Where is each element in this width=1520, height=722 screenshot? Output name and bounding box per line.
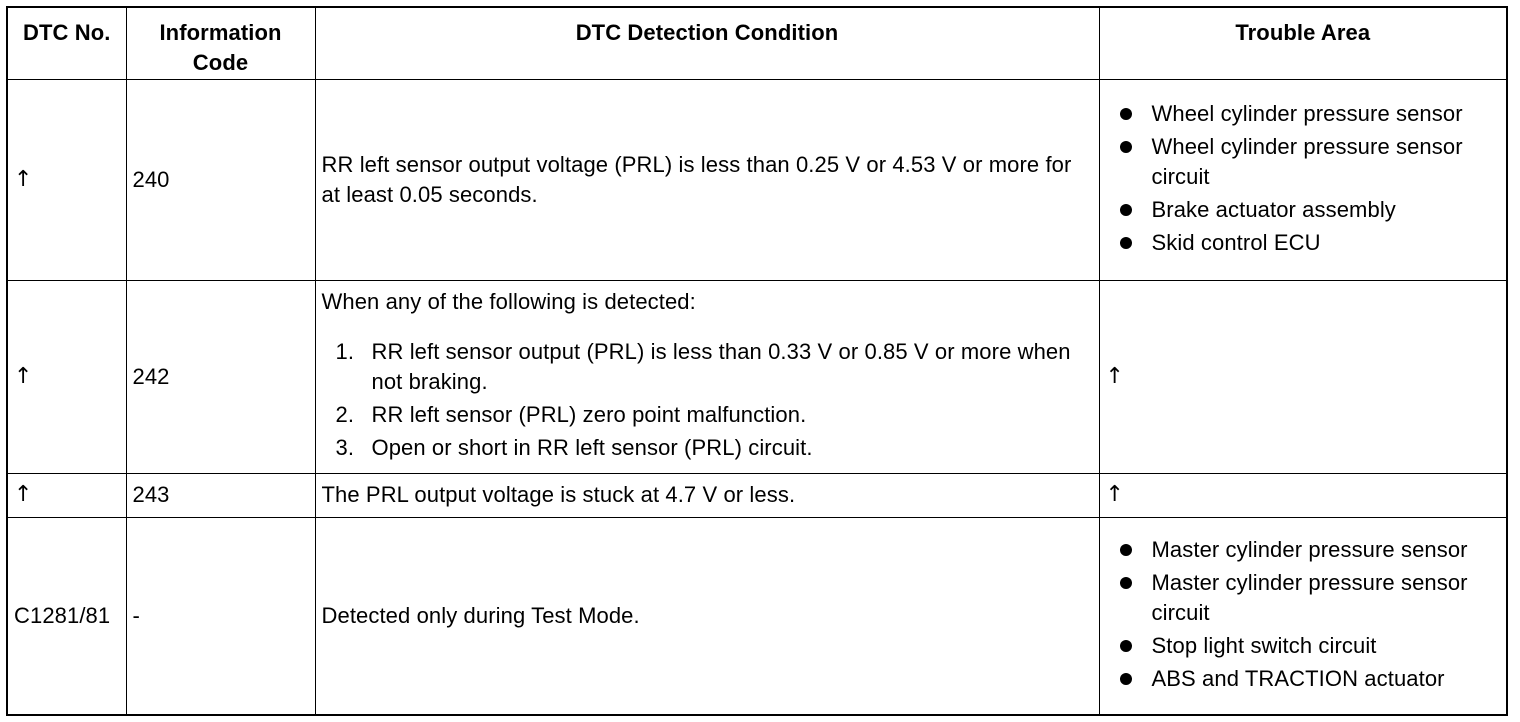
header-dtc-no: DTC No. xyxy=(7,7,126,79)
detection-condition: Detected only during Test Mode. xyxy=(315,517,1099,715)
table-row xyxy=(7,79,1507,280)
list-item xyxy=(1120,664,1501,694)
bullet-icon xyxy=(1120,544,1132,556)
condition-steps xyxy=(322,337,1093,463)
information-code: 240 xyxy=(126,79,315,280)
dtc-number: ↑ xyxy=(7,473,126,517)
list-item xyxy=(1120,228,1501,258)
step-number: 2. xyxy=(335,402,355,427)
list-item xyxy=(1120,631,1501,661)
information-code: - xyxy=(126,517,315,715)
step-text: RR left sensor output (PRL) is less than 0.33 V or 0.85 V or more when not braking. xyxy=(371,339,1071,394)
step-text: Open or short in RR left sensor (PRL) circuit. xyxy=(371,435,813,460)
header-detection-condition: DTC Detection Condition xyxy=(315,7,1099,79)
detection-condition xyxy=(315,280,1099,473)
list-item xyxy=(1120,535,1501,565)
list-item-text: Skid control ECU xyxy=(1151,230,1321,255)
step-number: 3. xyxy=(335,435,355,460)
trouble-area xyxy=(1099,517,1507,715)
list-item xyxy=(1120,568,1501,628)
trouble-list xyxy=(1106,99,1501,258)
list-item xyxy=(336,400,1093,430)
list-item xyxy=(1120,132,1501,192)
step-number: 1. xyxy=(335,339,355,364)
dtc-number: ↑ xyxy=(7,79,126,280)
step-text: RR left sensor (PRL) zero point malfunction. xyxy=(371,402,807,427)
bullet-icon xyxy=(1120,108,1132,120)
bullet-icon xyxy=(1120,237,1132,249)
list-item-text: Stop light switch circuit xyxy=(1151,633,1377,659)
dtc-table xyxy=(6,6,1508,716)
bullet-icon xyxy=(1120,141,1132,153)
table-row xyxy=(7,517,1507,715)
table-row xyxy=(7,280,1507,473)
list-item-text: ABS and TRACTION actuator xyxy=(1151,666,1445,692)
trouble-area xyxy=(1099,79,1507,280)
detection-condition: RR left sensor output voltage (PRL) is less than 0.25 V or 4.53 V or more for at least 0.05 seconds. xyxy=(315,79,1099,280)
trouble-area: ↑ xyxy=(1099,473,1507,517)
condition-intro: When any of the following is detected: xyxy=(321,289,696,314)
list-item-text: Wheel cylinder pressure sensor xyxy=(1151,101,1463,126)
bullet-icon xyxy=(1120,577,1132,589)
trouble-list xyxy=(1106,535,1501,694)
bullet-icon xyxy=(1120,673,1132,685)
list-item-text: Wheel cylinder pressure sensor circuit xyxy=(1151,134,1463,189)
information-code: 242 xyxy=(126,280,315,473)
trouble-area: ↑ xyxy=(1099,280,1507,473)
list-item-text: Master cylinder pressure sensor circuit xyxy=(1151,570,1468,626)
list-item xyxy=(1120,195,1501,225)
bullet-icon xyxy=(1120,640,1132,652)
dtc-number: ↑ xyxy=(7,280,126,473)
header-row xyxy=(7,7,1507,79)
list-item-text: Brake actuator assembly xyxy=(1151,197,1396,222)
bullet-icon xyxy=(1120,204,1132,216)
list-item-text: Master cylinder pressure sensor xyxy=(1151,537,1468,563)
table-row xyxy=(7,473,1507,517)
information-code: 243 xyxy=(126,473,315,517)
header-trouble-area: Trouble Area xyxy=(1099,7,1507,79)
dtc-number: C1281/81 xyxy=(7,517,126,715)
list-item xyxy=(336,337,1093,397)
list-item xyxy=(1120,99,1501,129)
list-item xyxy=(336,433,1093,463)
header-information-code: Information Code xyxy=(126,7,315,79)
detection-condition: The PRL output voltage is stuck at 4.7 V or less. xyxy=(315,473,1099,517)
